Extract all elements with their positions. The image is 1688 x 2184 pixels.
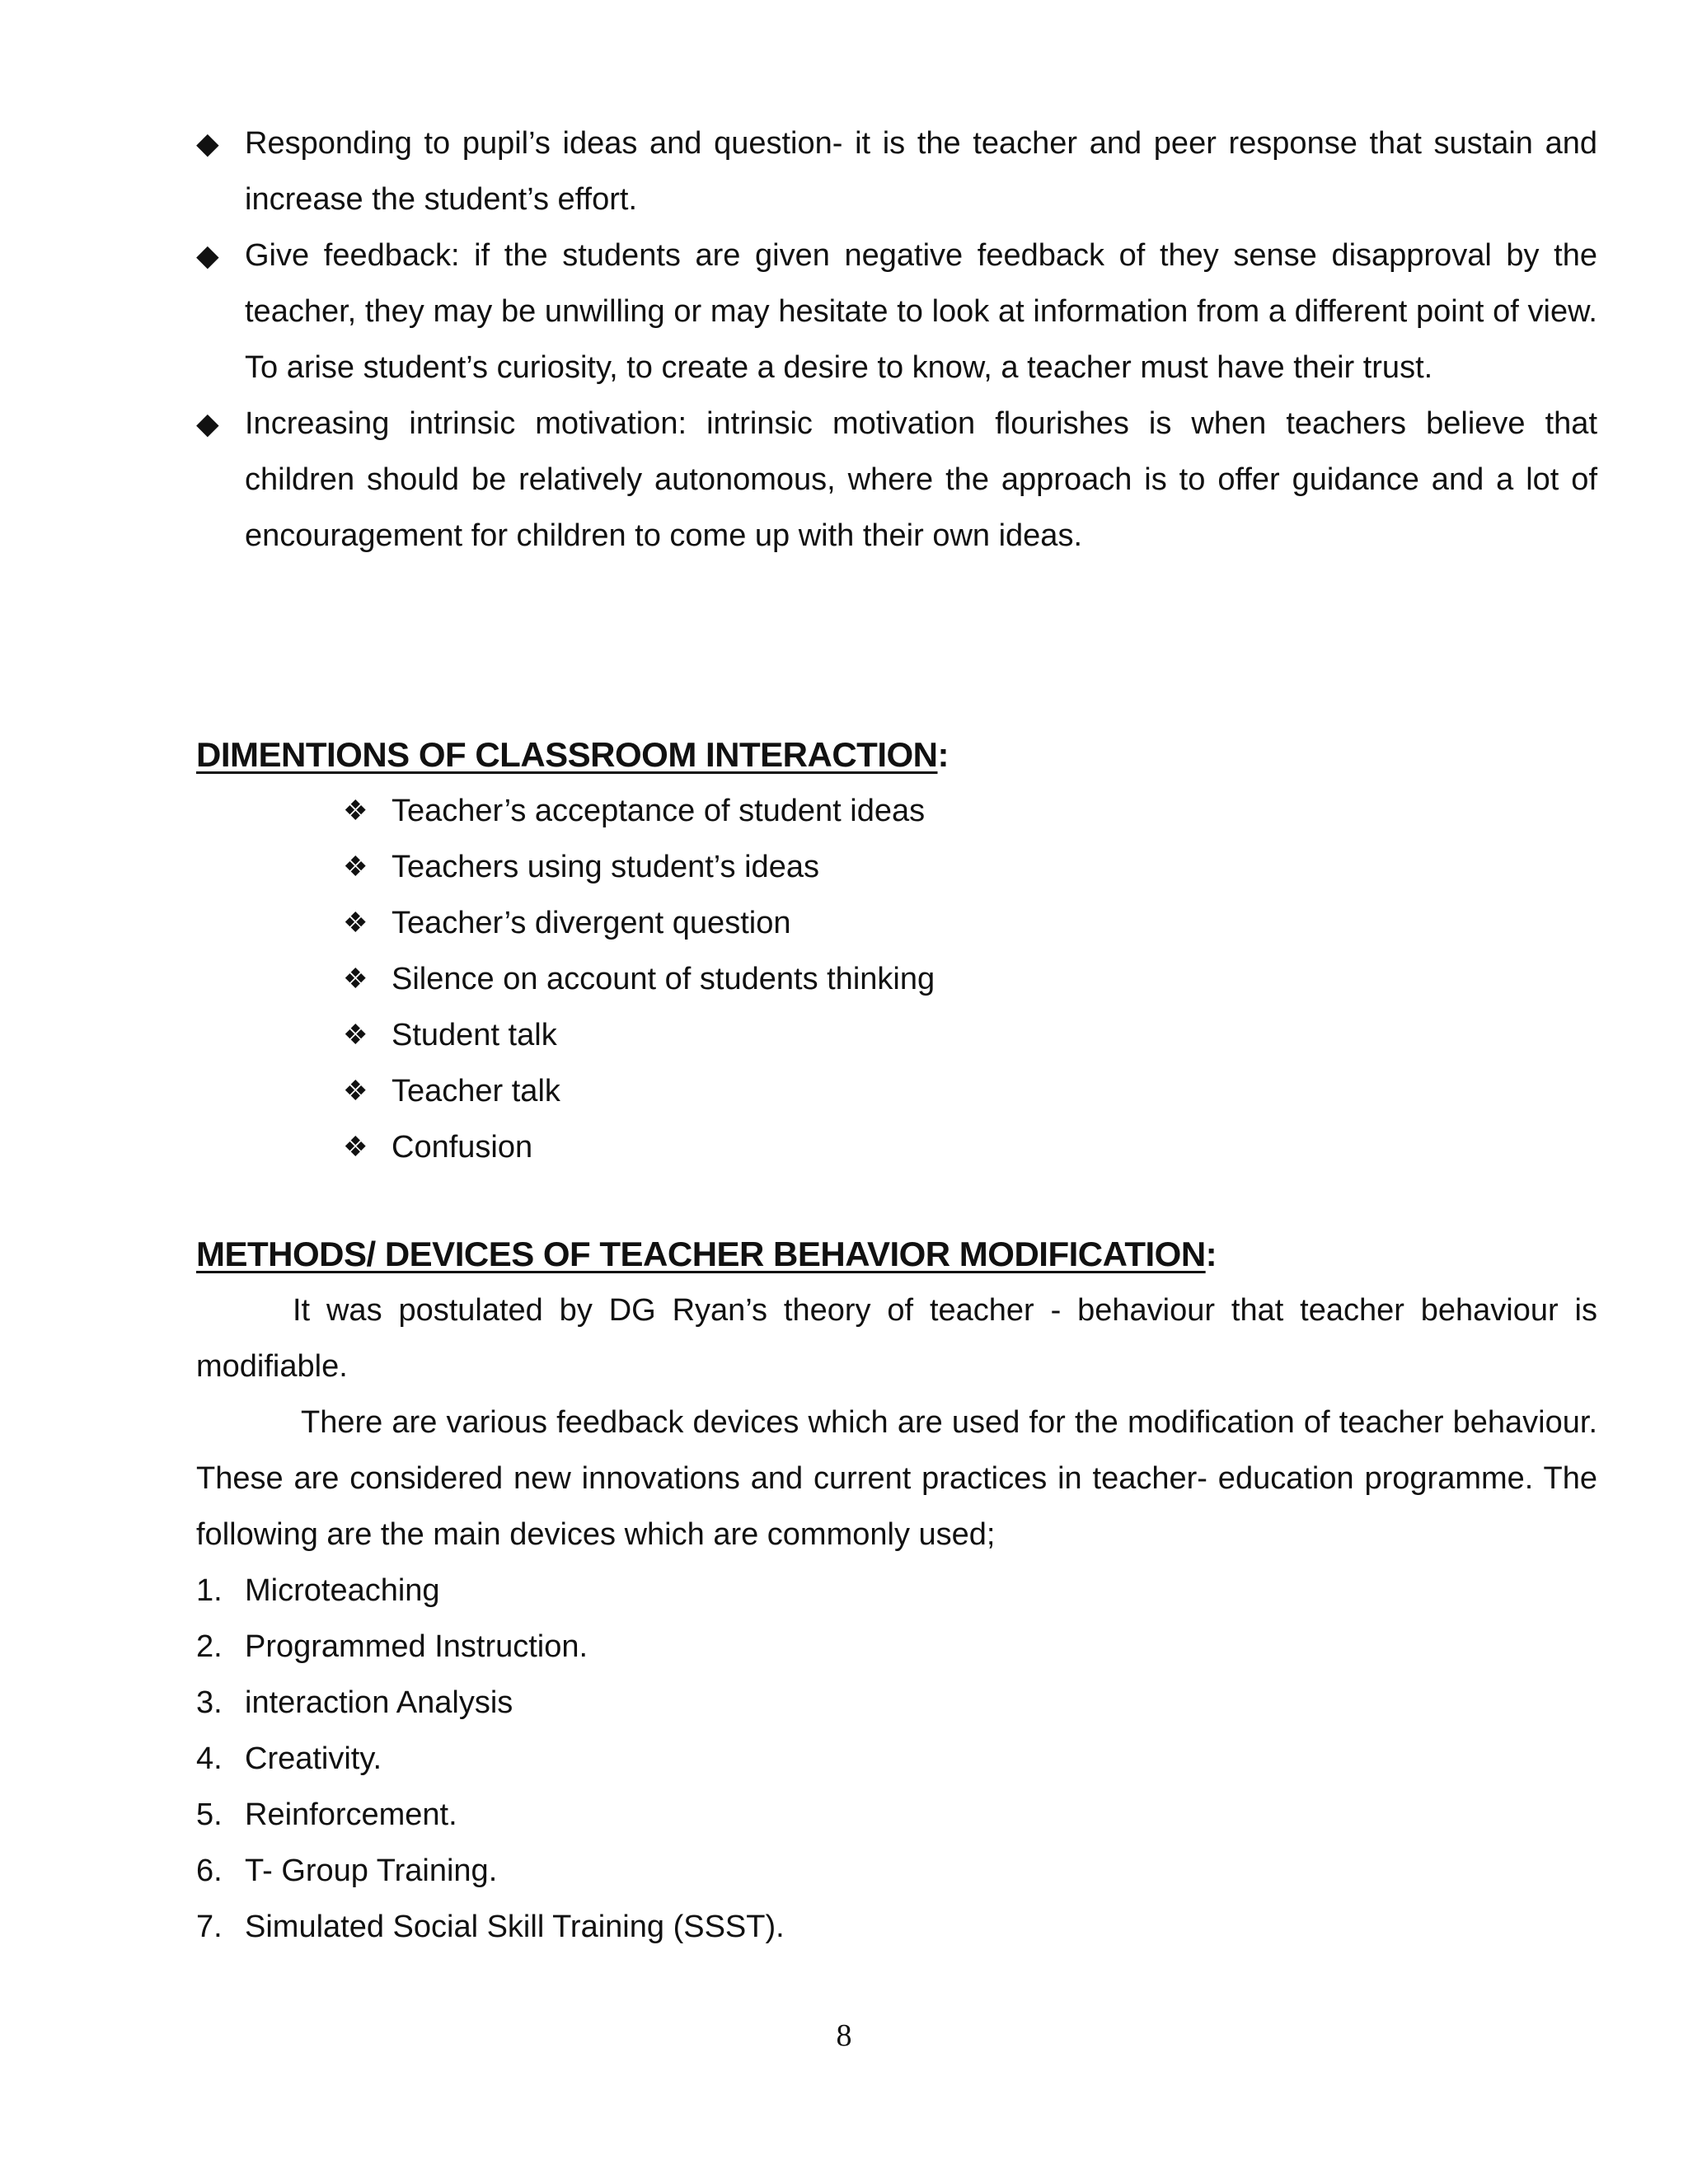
dimension-item — [343, 1119, 1597, 1175]
devices-list — [196, 1563, 1597, 1955]
heading-colon: : — [937, 735, 949, 774]
heading-text: METHODS/ DEVICES OF TEACHER BEHAVIOR MODIFICATION — [196, 1235, 1206, 1273]
device-text: interaction Analysis — [245, 1685, 513, 1720]
device-number: 6. — [196, 1854, 223, 1888]
dimension-text: Confusion — [392, 1130, 533, 1165]
methods-paragraph-1: It was postulated by DG Ryan’s theory of teacher - behaviour that teacher behaviour is modifiable. — [196, 1293, 1597, 1384]
device-item — [196, 1787, 1597, 1843]
dimension-text: Teacher talk — [392, 1074, 560, 1108]
device-item — [196, 1899, 1597, 1955]
device-number: 1. — [196, 1573, 223, 1608]
dimension-item — [343, 951, 1597, 1007]
four-diamond-bullet-icon: ❖ — [343, 1076, 368, 1107]
four-diamond-bullet-icon: ❖ — [343, 1019, 368, 1051]
diamond-bullet-icon: ◆ — [196, 406, 219, 440]
dimensions-list — [196, 783, 1597, 1175]
diamond-bullet-icon: ◆ — [196, 126, 219, 160]
heading-text: DIMENTIONS OF CLASSROOM INTERACTION — [196, 735, 938, 774]
dimension-text: Silence on account of students thinking — [392, 962, 935, 996]
diamond-bullet-icon: ◆ — [196, 238, 219, 272]
device-number: 4. — [196, 1741, 223, 1776]
dimension-text: Teachers using student’s ideas — [392, 850, 819, 884]
page-number: 8 — [836, 2018, 852, 2053]
dimension-text: Teacher’s acceptance of student ideas — [392, 794, 926, 828]
device-text: Simulated Social Skill Training (SSST). — [245, 1910, 785, 1944]
device-item — [196, 1731, 1597, 1787]
device-item — [196, 1619, 1597, 1675]
device-item — [196, 1563, 1597, 1619]
device-item — [196, 1675, 1597, 1731]
device-number: 2. — [196, 1629, 223, 1664]
dimension-text: Teacher’s divergent question — [392, 906, 791, 940]
device-number: 5. — [196, 1797, 223, 1832]
bullet-item — [196, 227, 1597, 396]
device-text: Creativity. — [245, 1741, 382, 1776]
four-diamond-bullet-icon: ❖ — [343, 851, 368, 883]
device-text: T- Group Training. — [245, 1854, 498, 1888]
dimension-item — [343, 783, 1597, 839]
section-heading-methods — [196, 1226, 1597, 1282]
four-diamond-bullet-icon: ❖ — [343, 795, 368, 827]
dimension-item — [343, 1063, 1597, 1119]
methods-paragraph-2: There are various feedback devices which are used for the modification of teacher behaviour. These are considered new innovations and current practices in teacher- education programme. The following are the main devices which are commonly used; — [196, 1405, 1597, 1552]
four-diamond-bullet-icon: ❖ — [343, 1132, 368, 1163]
device-item — [196, 1843, 1597, 1899]
device-number: 3. — [196, 1685, 223, 1720]
bullet-text: Responding to pupil’s ideas and question- it is the teacher and peer response that sustain and increase the student’s effort. — [245, 126, 1597, 217]
bullet-text: Give feedback: if the students are given negative feedback of they sense disapproval by the teacher, they may be unwilling or may hesitate to look at information from a different point of view. To arise student’s curiosity, to create a desire to know, a teacher must have their trust. — [245, 238, 1597, 385]
page-content — [196, 115, 1597, 1955]
top-bullet-list — [196, 115, 1597, 564]
dimension-item — [343, 1007, 1597, 1063]
dimension-item — [343, 895, 1597, 951]
bullet-text: Increasing intrinsic motivation: intrinsic motivation flourishes is when teachers believe that children should be relatively autonomous, where the approach is to offer guidance and a lot of encouragement for children to come up with their own ideas. — [245, 406, 1597, 553]
four-diamond-bullet-icon: ❖ — [343, 963, 368, 995]
bullet-item — [196, 115, 1597, 227]
four-diamond-bullet-icon: ❖ — [343, 907, 368, 939]
bullet-item — [196, 396, 1597, 564]
device-number: 7. — [196, 1910, 223, 1944]
device-text: Programmed Instruction. — [245, 1629, 588, 1664]
dimension-item — [343, 839, 1597, 895]
section-heading-dimensions — [196, 727, 1597, 783]
device-text: Reinforcement. — [245, 1797, 457, 1832]
device-text: Microteaching — [245, 1573, 440, 1608]
heading-colon: : — [1205, 1235, 1217, 1273]
dimension-text: Student talk — [392, 1018, 557, 1052]
